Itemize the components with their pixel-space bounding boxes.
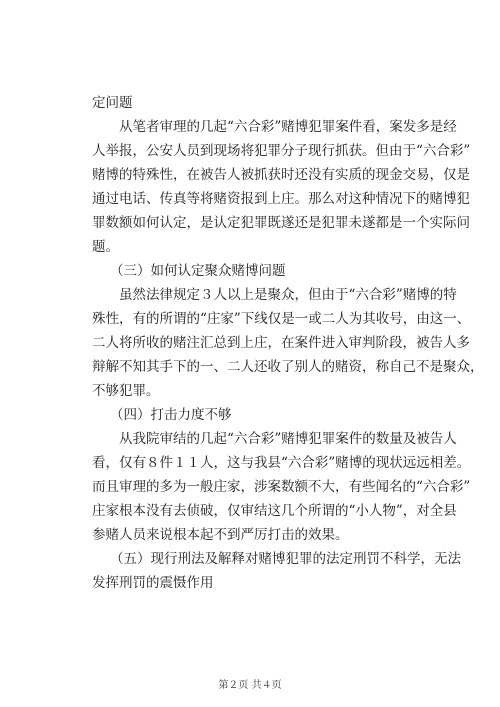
- paragraph-line: 二人将所收的赌注汇总到上庄，在案件进入审判阶段，被告人多: [92, 335, 470, 351]
- paragraph-line: 定问题: [92, 95, 133, 111]
- paragraph-line: 庄家根本没有去侦破，仅审结这几个所谓的“小人物”，对全县: [92, 503, 457, 519]
- paragraph-line: 从笔者审理的几起“六合彩”赌博犯罪案件看，案发多是经: [119, 119, 457, 135]
- paragraph-line: 人举报，公安人员到现场将犯罪分子现行抓获。但由于“六合彩”: [92, 143, 471, 159]
- paragraph-line: 不够犯罪。: [92, 383, 160, 399]
- paragraph-line: 辩解不知其手下的一、二人还收了别人的赌资，称自己不是聚众，: [92, 359, 484, 375]
- body-text: [92, 91, 484, 595]
- paragraph-line: 虽然法律规定３人以上是聚众，但由于“六合彩”赌博的特: [119, 287, 457, 303]
- section-heading: （五）现行刑法及解释对赌博犯罪的法定刑罚不科学，无法: [110, 551, 461, 567]
- paragraph-line: 参赌人员来说根本起不到严厉打击的效果。: [92, 527, 349, 543]
- paragraph-line: 发挥刑罚的震慑作用: [92, 575, 214, 591]
- paragraph-line: 赌博的特殊性，在被告人被抓获时还没有实质的现金交易，仅是: [92, 167, 470, 183]
- section-heading: （四）打击力度不够: [110, 407, 232, 423]
- paragraph-line: 通过电话、传真等将赌资报到上庄。那么对这种情况下的赌博犯: [92, 191, 470, 207]
- section-heading: （三）如何认定聚众赌博问题: [110, 263, 286, 279]
- paragraph-line: 殊性，有的所谓的“庄家”下线仅是一或二人为其收号，由这一、: [92, 311, 471, 327]
- paragraph-line: 看，仅有８件１１人，这与我县“六合彩”赌博的现状远远相差。: [92, 455, 471, 471]
- paragraph-line: 从我院审结的几起“六合彩”赌博犯罪案件的数量及被告人: [119, 431, 457, 447]
- page-number-footer: 第２页 共４页: [218, 680, 282, 691]
- paragraph-line: 罪数额如何认定，是认定犯罪既遂还是犯罪未遂都是一个实际问: [92, 215, 470, 231]
- paragraph-line: 题。: [92, 239, 119, 255]
- paragraph-line: 而且审理的多为一般庄家，涉案数额不大，有些闻名的“六合彩”: [92, 479, 471, 495]
